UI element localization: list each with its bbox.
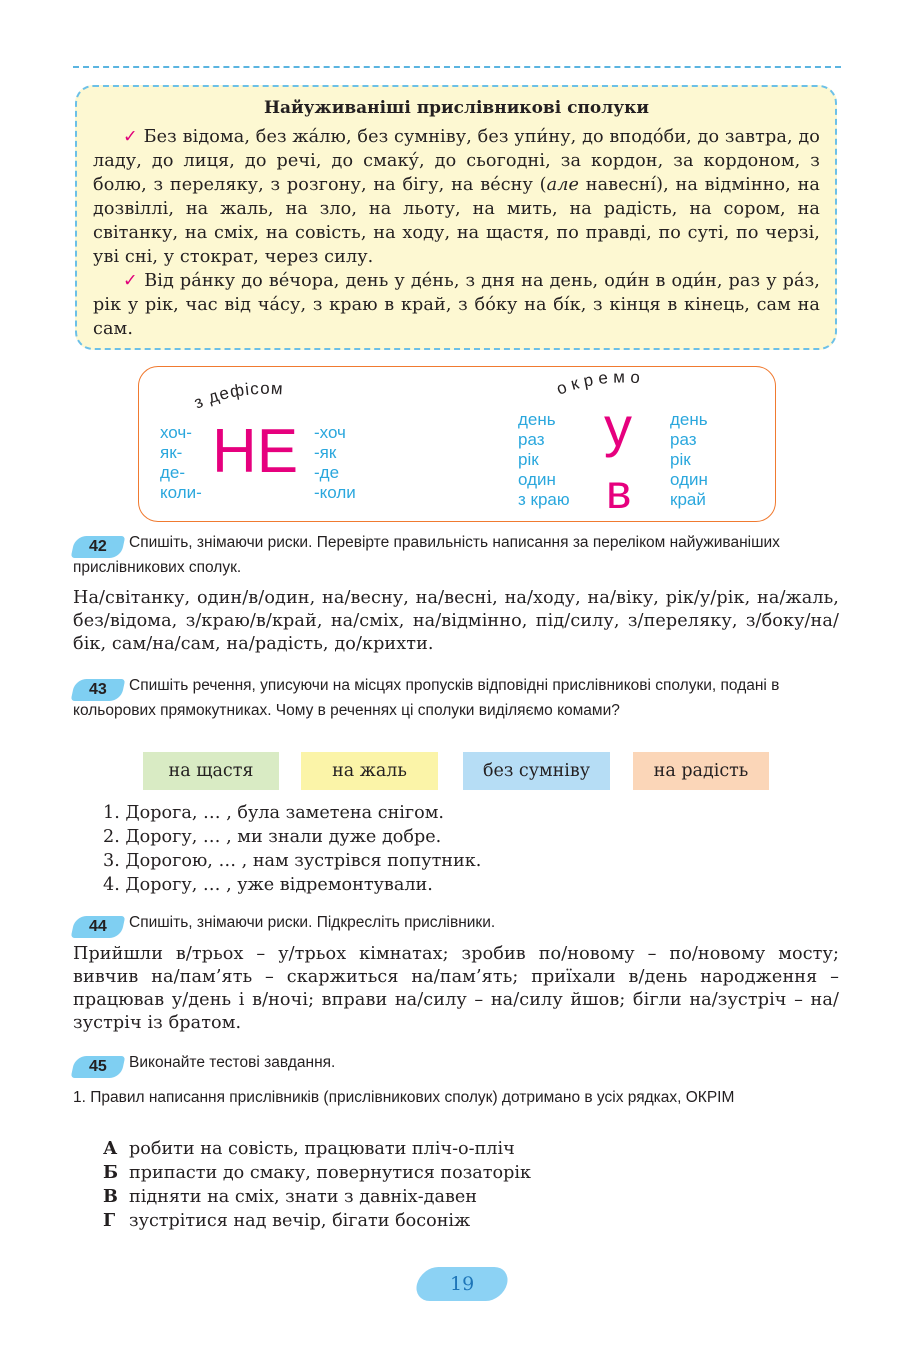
task-44-instruction: 44 Спишіть, знімаючи риски. Підкресліть прислівники. [73,913,839,938]
rule-title: Найуживаніші прислівникові сполуки [263,98,649,118]
label-with-hyphen: з дефісом [191,378,285,413]
prefix-list: хоч- як- де- коли- [160,423,202,502]
task-44-text: Прийшли в/трьох – у/трьох кімнатах; зробив по/новому – по/новому мосту; вивчив на/пам’ять – скаржиться на/пам’ять; приїхали в/день народження – працював у/день і в/ночі; вправи на/силу – на/силу йшов; бігли на/зустріч – на/зустріч із братом. [73,944,839,1033]
option-b: Б припасти до смаку, повернутися позаторік [103,1162,532,1183]
checkmark-icon: ✓ [123,127,138,147]
task-42-text: На/світанку, один/в/один, на/весну, на/весні, на/ходу, на/віку, рік/у/рік, на/жаль, без/відома, з/краю/в/край, на/сміх, на/відмінно, під/силу, з/переляку, з/боку/на/бік, сам/на/сам, на/радість, до/крихти. [73,588,839,654]
sentence-2: 2. Дорогу, … , ми знали дуже добре. [103,827,442,847]
separate-words-left: день раз рік один з краю [518,410,570,509]
suffix-list: -хоч -як -де -коли [314,423,356,502]
task-number-badge: 44 [71,916,126,938]
sentence-1: 1. Дорога, … , була заметена снігом. [103,803,445,823]
chip-na-zhal: на жаль [301,752,438,790]
option-v: В підняти на сміх, знати з давніх-давен [103,1186,478,1207]
ne-particle: НЕ [212,417,299,486]
task-45-instruction: 45 Виконайте тестові завдання. [73,1053,839,1078]
rule-paragraph-1: ✓ Без відома, без жа́лю, без сумніву, без упи́ну, до вподо́би, до завтра, до ладу, до лиця, до речі, до смаку́, до сьогодні, за кордон, за кордоном, з болю, з переляку, з розгону, на бігу, на ве́сну (але навесні́), на відмінно, на дозвіллі, на жаль, на зло, на льоту, на мить, на радість, на сором, на світанку, на сміх, на совість, на ходу, на щастя, по правді, по суті, по черзі, уві сні, у стократ, через силу. [93,127,821,267]
page-number: 19 [413,1267,511,1301]
sentence-4: 4. Дорогу, … , уже відремонтували. [103,875,433,895]
sentence-3: 3. Дорогою, … , нам зустрівся попутник. [103,851,482,871]
task-number-badge: 43 [71,679,126,701]
task-43-instruction: 43 Спишіть речення, уписуючи на місцях пропусків відповідні прислівникові сполуки, подані в кольорових прямокутниках. Чому в реченнях ці сполуки виділяємо комами? [73,676,839,721]
hyphen-scheme [138,366,776,522]
test-question: 1. Правил написання прислівників (прислівникових сполук) дотримано в усіх рядках, ОКРІМ [73,1089,735,1106]
preposition-v: в [606,466,632,519]
rule-box [75,85,837,350]
chip-bez-sumnivu: без сумніву [463,752,610,790]
checkmark-icon: ✓ [123,271,139,291]
chip-na-shchastia: на щастя [143,752,279,790]
task-42-instruction: 42 Спишіть, знімаючи риски. Перевірте правильність написання за переліком найуживаніших прислівникових сполук. [73,533,839,578]
option-a: А робити на совість, працювати пліч-о-пліч [103,1138,515,1159]
task-number-badge: 45 [71,1056,126,1078]
preposition-u: у [604,395,632,458]
separate-words-right: день раз рік один край [670,410,708,509]
chip-na-radist: на радість [633,752,769,790]
option-h: Г зустрітися над вечір, бігати босоніж [103,1210,471,1231]
top-dashed-divider [73,66,841,68]
task-number-badge: 42 [71,536,126,558]
label-separately: окремо [553,367,646,399]
rule-paragraph-2: ✓ Від ра́нку до ве́чора, день у де́нь, з дня на день, оди́н в оди́н, раз у ра́з, рік у рік, час від ча́су, з краю в край, з бо́ку на бі́к, з кінця в кінець, сам на сам. [93,271,820,339]
